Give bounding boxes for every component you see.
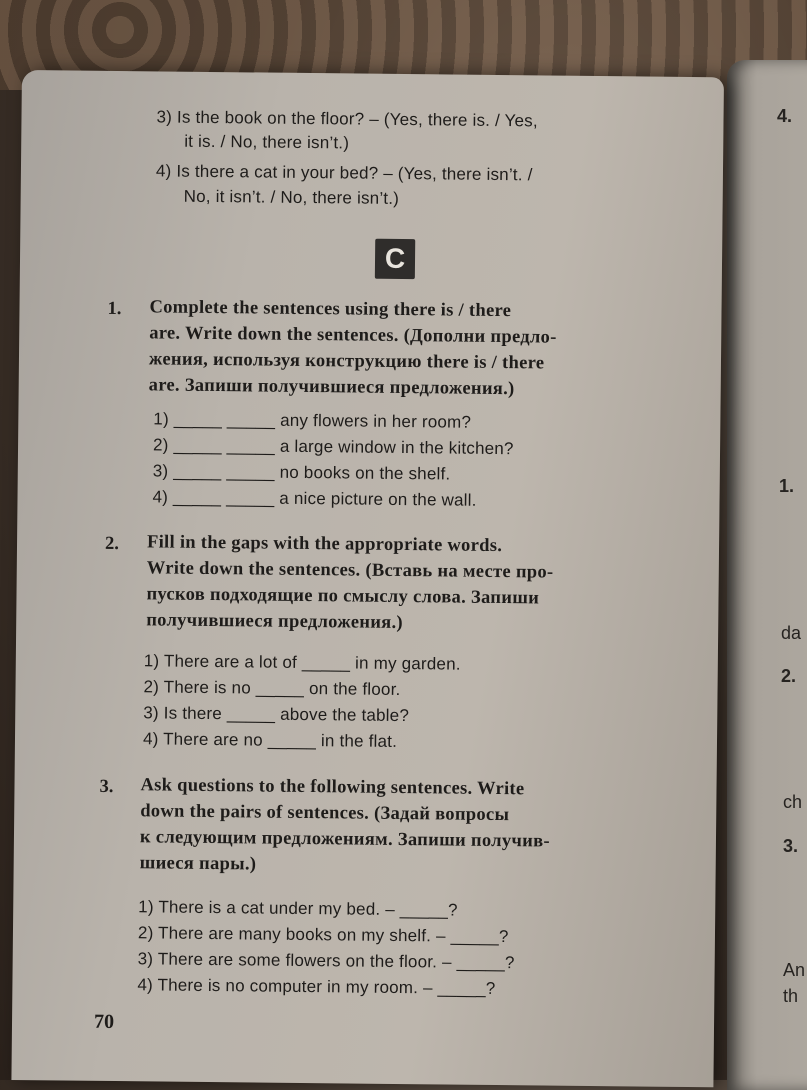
exercise-item: 1) _____ _____ any flowers in her room?	[153, 409, 472, 432]
task-heading-line: Complete the sentences using there is / there	[149, 297, 512, 322]
task-number: 2.	[104, 533, 120, 555]
workbook-page	[11, 70, 724, 1087]
task-heading-line: шиеся пары.)	[139, 853, 257, 875]
task-number: 3.	[99, 776, 114, 797]
right-page-fragment: ch	[783, 792, 803, 812]
task-heading-line: are. Запиши получившиеся предложения.)	[148, 375, 515, 400]
task-heading-line: Ask questions to the following sentences. Write	[140, 775, 525, 800]
right-page-fragment: 2.	[781, 666, 797, 686]
top-item-line: it is. / No, there isn’t.)	[184, 131, 350, 153]
exercise-item: 3) _____ _____ no books on the shelf.	[152, 461, 451, 484]
section-badge: C	[375, 239, 415, 279]
exercise-item: 4) There are no _____ in the flat.	[142, 729, 398, 751]
right-page-fragment: 4.	[777, 106, 793, 126]
task-heading-line: жения, используя конструкцию there is / there	[148, 349, 545, 374]
task-heading-line: пусков подходящие по смыслу слова. Запиши	[146, 584, 540, 609]
task-heading-line: down the pairs of sentences. (Задай вопросы	[140, 801, 510, 826]
exercise-item: 3) There are some flowers on the floor. – _____?	[137, 949, 515, 973]
right-page-fragment: 1.	[779, 476, 795, 496]
task-heading-line: к следующим предложениям. Запиши получив-	[139, 827, 550, 852]
top-item-line: No, it isn’t. / No, there isn’t.)	[183, 186, 400, 208]
exercise-item: 2) _____ _____ a large window in the kitchen?	[152, 435, 514, 459]
task-heading-line: Write down the sentences. (Вставь на месте про-	[146, 558, 554, 583]
right-page-fragment: 3.	[783, 836, 799, 856]
top-item-line: 3) Is the book on the floor? – (Yes, there is. / Yes,	[156, 107, 538, 131]
page-number: 70	[93, 1010, 115, 1034]
exercise-item: 2) There is no _____ on the floor.	[143, 677, 401, 699]
right-page-fragment: An	[783, 960, 806, 980]
task-heading-line: получившиеся предложения.)	[146, 610, 404, 634]
exercise-item: 4) There is no computer in my room. – _____?	[137, 975, 496, 999]
top-item-line: 4) Is there a cat in your bed? – (Yes, there isn’t. /	[155, 161, 533, 185]
exercise-item: 3) Is there _____ above the table?	[143, 703, 410, 726]
exercise-item: 2) There are many books on my shelf. – _____?	[137, 923, 509, 947]
right-page-fragment: th	[783, 986, 799, 1006]
task-heading-line: Fill in the gaps with the appropriate words.	[146, 532, 503, 557]
exercise-item: 1) There is a cat under my bed. – _____?	[138, 897, 458, 920]
task-number: 1.	[107, 298, 122, 320]
exercise-item: 1) There are a lot of _____ in my garden.	[143, 651, 461, 674]
right-page-fragment: da	[781, 623, 802, 643]
task-heading-line: are. Write down the sentences. (Дополни предло-	[149, 323, 557, 348]
right-page-edge	[727, 60, 807, 1090]
exercise-item: 4) _____ _____ a nice picture on the wall.	[152, 487, 477, 510]
